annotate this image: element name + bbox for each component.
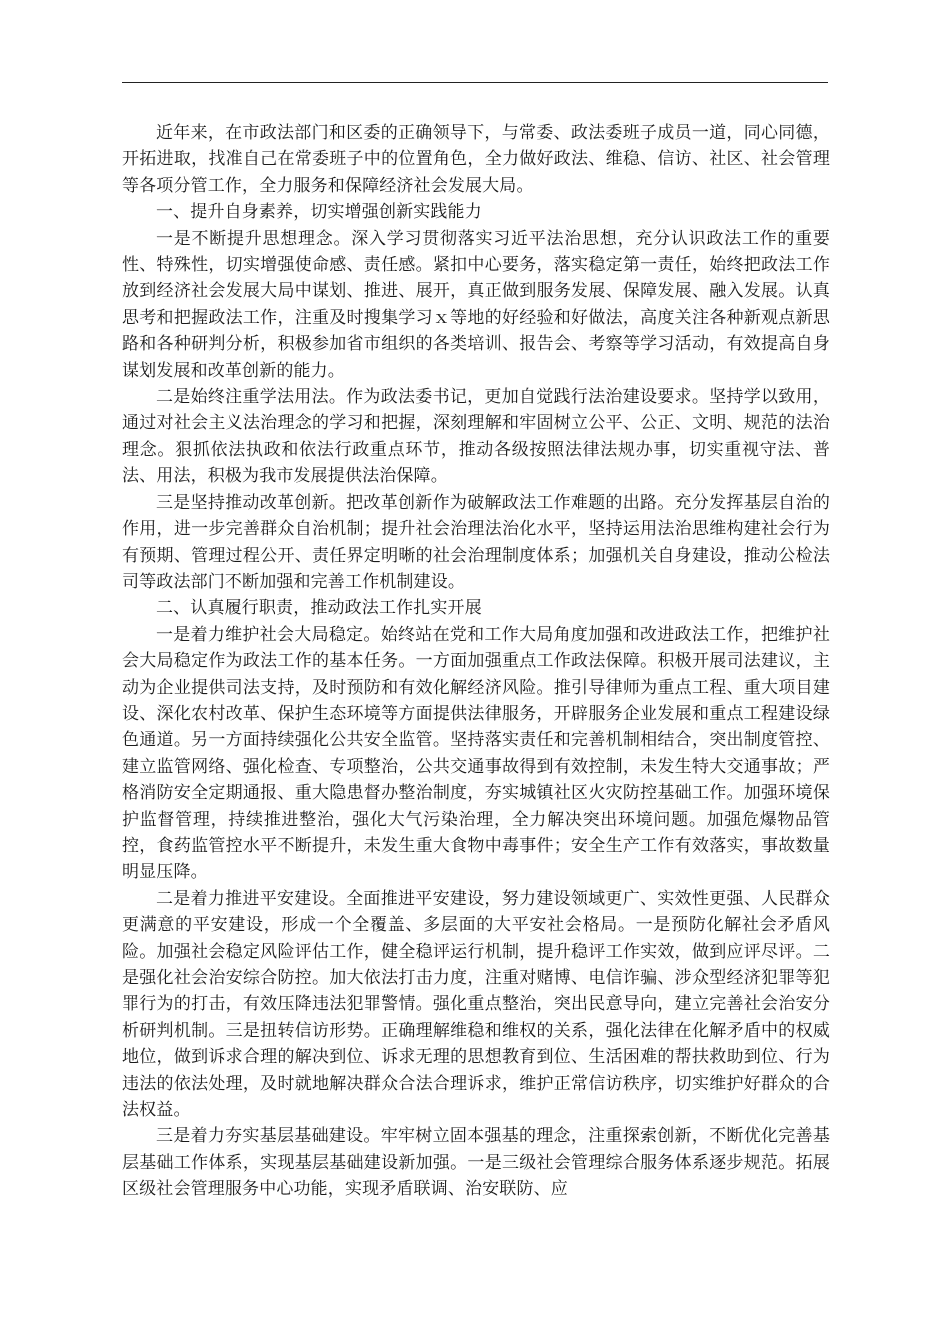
body-paragraph: 一是不断提升思想理念。深入学习贯彻落实习近平法治思想，充分认识政法工作的重要性、特殊性，切实增强使命感、责任感。紧扣中心要务，落实稳定第一责任，始终把政法工作放到经济社会发展大局中谋划、推进、展开，真正做到服务发展、保障发展、融入发展。认真思考和把握政法工作，注重及时搜集学习ｘ等地的好经验和好做法，高度关注各种新观点新思路和各种研判分析，积极参加省市组织的各类培训、报告会、考察等学习活动，有效提高自身谋划发展和改革创新的能力。 (122, 228, 830, 381)
body-paragraph: 二是着力推进平安建设。全面推进平安建设，努力建设领域更广、实效性更强、人民群众更满意的平安建设，形成一个全覆盖、多层面的大平安社会格局。一是预防化解社会矛盾风险。加强社会稳定风险评估工作，健全稳评运行机制，提升稳评工作实效，做到应评尽评。二是强化社会治安综合防控。加大依法打击力度，注重对赌博、电信诈骗、涉众型经济犯罪等犯罪行为的打击，有效压降违法犯罪警情。强化重点整治，突出民意导向，建立完善社会治安分析研判机制。三是扭转信访形势。正确理解维稳和维权的关系，强化法律在化解矛盾中的权威地位，做到诉求合理的解决到位、诉求无理的思想教育到位、生活困难的帮扶救助到位、行为违法的依法处理，及时就地解决群众合法合理诉求，维护正常信访秩序，切实维护好群众的合法权益。 (122, 888, 830, 1121)
body-paragraph: 三是坚持推动改革创新。把改革创新作为破解政法工作难题的出路。充分发挥基层自治的作用，进一步完善群众自治机制；提升社会治理法治化水平，坚持运用法治思维构建社会行为有预期、管理过程公开、责任界定明晰的社会治理制度体系；加强机关自身建设，推动公检法司等政法部门不断加强和完善工作机制建设。 (122, 492, 830, 592)
document-body (122, 120, 830, 1203)
body-paragraph: 三是着力夯实基层基础建设。牢牢树立固本强基的理念，注重探索创新，不断优化完善基层基础工作体系，实现基层基础建设新加强。一是三级社会管理综合服务体系逐步规范。拓展区级社会管理服务中心功能，实现矛盾联调、治安联防、应 (122, 1126, 830, 1200)
body-paragraph: 一是着力维护社会大局稳定。始终站在党和工作大局角度加强和改进政法工作，把维护社会大局稳定作为政法工作的基本任务。一方面加强重点工作政法保障。积极开展司法建议，主动为企业提供司法支持，及时预防和有效化解经济风险。推引导律师为重点工程、重大项目建设、深化农村改革、保护生态环境等方面提供法律服务，开辟服务企业发展和重点工程建设绿色通道。另一方面持续强化公共安全监管。坚持落实责任和完善机制相结合，突出制度管控、建立监管网络、强化检查、专项整治，公共交通事故得到有效控制，未发生特大交通事故；严格消防安全定期通报、重大隐患督办整治制度，夯实城镇社区火灾防控基础工作。加强环境保护监督管理，持续推进整治，强化大气污染治理，全力解决突出环境问题。加强危爆物品管控，食药监管控水平不断提升，未发生重大食物中毒事件；安全生产工作有效落实，事故数量明显压降。 (122, 624, 830, 883)
header-rule (122, 82, 828, 83)
intro-paragraph: 近年来，在市政法部门和区委的正确领导下，与常委、政法委班子成员一道，同心同德，开拓进取，找准自己在常委班子中的位置角色，全力做好政法、维稳、信访、社区、社会管理等各项分管工作，全力服务和保障经济社会发展大局。 (122, 123, 830, 196)
section-heading-2: 二、认真履行职责，推动政法工作扎实开展 (156, 598, 482, 619)
body-paragraph: 二是始终注重学法用法。作为政法委书记，更加自觉践行法治建设要求。坚持学以致用，通过对社会主义法治理念的学习和把握，深刻理解和牢固树立公平、公正、文明、规范的法治理念。狠抓依法执政和依法行政重点环节，推动各级按照法律法规办事，切实重视守法、普法、用法，积极为我市发展提供法治保障。 (122, 387, 830, 487)
section-heading-1: 一、提升自身素养，切实增强创新实践能力 (156, 202, 482, 223)
